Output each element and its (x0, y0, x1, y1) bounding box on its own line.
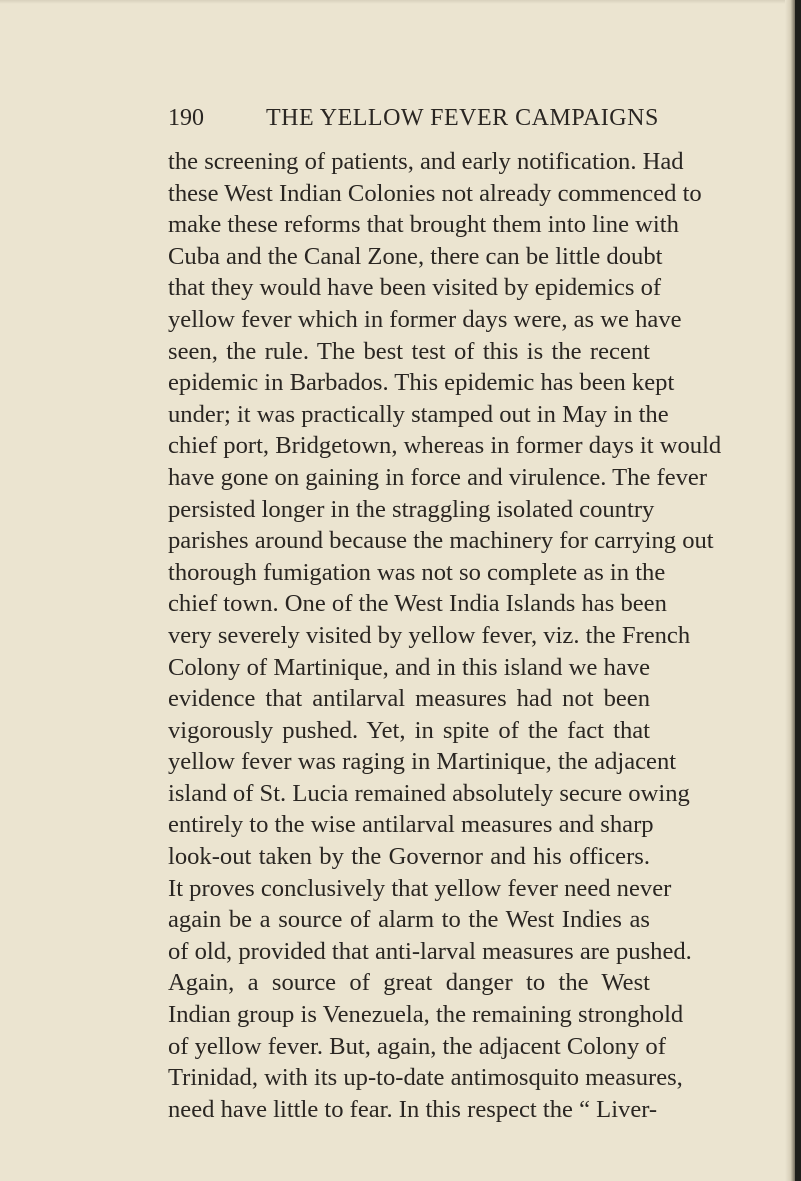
running-head: THE YELLOW FEVER CAMPAIGNS (266, 105, 659, 131)
text-line: yellow fever which in former days were, as we have (168, 305, 682, 333)
text-line: look-out taken by the Governor and his officers. (168, 843, 650, 871)
text-line: need have little to fear. In this respect the “ Liver- (168, 1095, 658, 1123)
text-line: Indian group is Venezuela, the remaining stronghold (168, 1001, 684, 1029)
text-line: seen, the rule. The best test of this is the recent (168, 337, 650, 365)
text-line: Cuba and the Canal Zone, there can be little doubt (168, 242, 663, 270)
text-line: It proves conclusively that yellow fever need never (168, 874, 672, 902)
text-line: again be a source of alarm to the West Indies as (168, 906, 650, 934)
text-line: persisted longer in the straggling isolated country (168, 495, 655, 523)
text-line: Colony of Martinique, and in this island we have (168, 653, 650, 681)
text-line: chief port, Bridgetown, whereas in former days it would (168, 432, 722, 460)
text-line: make these reforms that brought them into line with (168, 211, 679, 239)
text-line: Again, a source of great danger to the West (168, 969, 650, 997)
page-number: 190 (168, 105, 204, 131)
text-line: Trinidad, with its up-to-date antimosquito measures, (168, 1064, 683, 1092)
body-text (168, 146, 722, 1125)
text-line: thorough fumigation was not so complete as in the (168, 558, 666, 586)
text-line: island of St. Lucia remained absolutely secure owing (168, 779, 690, 807)
text-line: evidence that antilarval measures had not been (168, 685, 650, 713)
text-line: that they would have been visited by epidemics of (168, 274, 662, 302)
text-line: epidemic in Barbados. This epidemic has been kept (168, 369, 675, 397)
text-line: parishes around because the machinery for carrying out (168, 527, 714, 555)
text-line: under; it was practically stamped out in May in the (168, 400, 669, 428)
text-line: yellow fever was raging in Martinique, the adjacent (168, 748, 677, 776)
text-line: of yellow fever. But, again, the adjacent Colony of (168, 1032, 666, 1060)
page-header (168, 103, 659, 133)
book-binding-edge (795, 0, 801, 1181)
text-line: entirely to the wise antilarval measures and sharp (168, 811, 654, 839)
text-line: very severely visited by yellow fever, viz. the French (168, 621, 691, 649)
text-line: these West Indian Colonies not already commenced to (168, 179, 702, 207)
text-line: vigorously pushed. Yet, in spite of the fact that (168, 716, 650, 744)
text-line: of old, provided that anti-larval measures are pushed. (168, 937, 692, 965)
text-line: the screening of patients, and early notification. Had (168, 148, 684, 175)
page-top-edge (0, 0, 801, 4)
text-line: chief town. One of the West India Islands has been (168, 590, 667, 618)
text-line: have gone on gaining in force and virulence. The fever (168, 463, 708, 491)
